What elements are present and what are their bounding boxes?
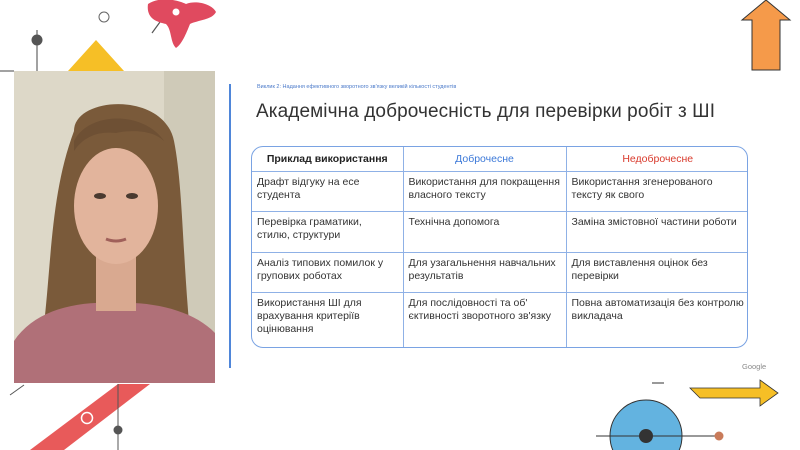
- cell-dishonest: Заміна змістовної частини роботи: [566, 212, 748, 252]
- cell-usage: Драфт відгуку на есе студента: [252, 172, 403, 212]
- header-honest: Доброчесне: [403, 147, 566, 172]
- arrow-right-icon: [690, 380, 778, 406]
- cell-honest: Для узагальнення навчальних результатів: [403, 252, 566, 292]
- table-row: [252, 172, 748, 212]
- cell-dishonest: Для виставлення оцінок без перевірки: [566, 252, 748, 292]
- integrity-table: [251, 146, 748, 348]
- cell-honest: Для послідовності та об' єктивності зворотного зв'язку: [403, 292, 566, 347]
- cell-dishonest: Повна автоматизація без контролю викладача: [571, 296, 744, 322]
- cell-dishonest: Використання згенерованого тексту як свого: [566, 172, 748, 212]
- table-header-row: [252, 147, 748, 172]
- cell-honest: Використання для покращення власного тексту: [403, 172, 566, 212]
- arrow-up-icon: [742, 0, 790, 70]
- cell-usage: Аналіз типових помилок у групових роботах: [252, 252, 403, 292]
- cell-honest: Технічна допомога: [403, 212, 566, 252]
- presenter-video: [14, 71, 215, 383]
- google-logo: Google: [742, 362, 767, 371]
- table-row: [252, 292, 748, 347]
- header-usage: Приклад використання: [252, 147, 403, 172]
- table-row: [252, 252, 748, 292]
- breadcrumb: Виклик 2: Надання ефективного зворотного зв'язку великій кількості студентів: [257, 84, 457, 90]
- accent-divider: [229, 84, 231, 368]
- slide-title: Академічна доброчесність для перевірки робіт з ШІ: [256, 101, 716, 122]
- cell-usage: Перевірка граматики, стилю, структури: [252, 212, 403, 252]
- table-row: [252, 212, 748, 252]
- header-dishonest: Недоброчесне: [566, 147, 748, 172]
- cell-usage: Використання ШІ для врахування критеріїв оцінювання: [252, 292, 403, 347]
